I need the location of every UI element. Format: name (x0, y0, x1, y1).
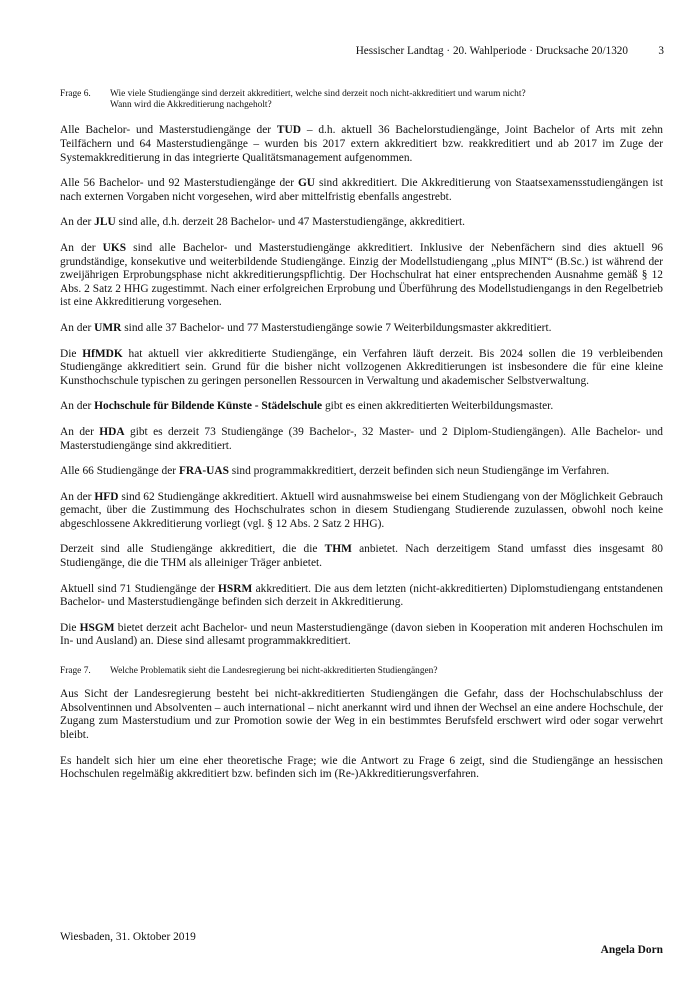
institution-name: TUD (276, 124, 301, 137)
institution-name: GU (297, 177, 316, 190)
answer-paragraph-thm: Derzeit sind alle Studiengänge akkreditiert, die die THM anbietet. Nach derzeitigem Stand umfasst dies insgesamt 80 Studiengänge, die die THM als alleiniger Träger anbietet. (60, 543, 663, 570)
place-date: Wiesbaden, 31. Oktober 2019 (60, 931, 196, 943)
institution-name: HfMDK (82, 347, 123, 360)
institution-name: FRA-UAS (178, 465, 229, 478)
institution-name: HSRM (218, 582, 253, 595)
institution-name: HSGM (79, 621, 115, 634)
document-body (60, 89, 663, 794)
question-label: Frage 6. (60, 89, 91, 99)
question-label: Frage 7. (60, 666, 91, 677)
institution-name: JLU (94, 216, 116, 229)
institution-name: HDA (99, 425, 125, 438)
question-text: Wie viele Studiengänge sind derzeit akkreditiert, welche sind derzeit noch nicht-akkreditiert und warum nicht? Wann wird die Akkreditierung nachgeholt? (110, 89, 526, 111)
page-number: 3 (658, 45, 664, 57)
answer-paragraph-hsgm: Die HSGM bietet derzeit acht Bachelor- und neun Masterstudiengänge (davon sieben in Kooperation mit anderen Hochschulen im In- und Ausland) an. Diese sind allesamt programmakkreditiert. (60, 621, 663, 648)
institution-name: Hochschule für Bildende Künste - Städelschule (94, 400, 323, 413)
signature-block (60, 931, 663, 956)
answer-paragraph-risk: Aus Sicht der Landesregierung besteht bei nicht-akkreditierten Studiengängen die Gefahr, dass der Hochschulabschluss der Absolventinnen und Absolventen – auch international – nicht anerkannt wird und ihnen der Wechsel an eine andere Hochschule, der Zugang zum Masterstudium und zur Promotion sowie der Weg in ein bestimmtes Berufsfeld erschwert wird oder sogar verwehrt bleibt. (60, 688, 663, 742)
signer-name: Angela Dorn (600, 944, 663, 956)
answer-paragraph-conclusion: Es handelt sich hier um eine eher theoretische Frage; wie die Antwort zu Frage 6 zeigt, sind die Studiengänge an hessischen Hochschulen regelmäßig akkreditiert bzw. befinden sich im (Re-)Akkreditierungsverfahren. (60, 754, 663, 781)
answer-paragraph-uks: An der UKS sind alle Bachelor- und Masterstudiengänge akkreditiert. Inklusive der Nebenfächern sind dies aktuell 96 grundständige, konsekutive und weiterbildende Studiengänge. Einzig der Modellstudiengang „plus MINT“ (B.Sc.) ist während der zweijährigen Erprobungsphase nicht akkreditierungspflichtig. Der Hochschulrat hat einer entsprechenden Ausnahme gemäß § 12 Abs. 2 Satz 2 HHG zugestimmt. Nach einer erfolgreichen Erprobung und Überführung des Modellstudiengangs in den Regelbetrieb ist eine Akkreditierung vorgesehen. (60, 241, 663, 309)
answer-paragraph-fra-uas: Alle 66 Studiengänge der FRA-UAS sind programmakkreditiert, derzeit befinden sich neun Studiengänge im Verfahren. (60, 465, 610, 478)
institution-name: THM (324, 543, 352, 556)
answer-paragraph-hsrm: Aktuell sind 71 Studiengänge der HSRM akkreditiert. Die aus dem letzten (nicht-akkreditierten) Diplomstudiengang entstandenen Bachelor- und Masterstudiengänge befinden sich derzeit in Akkreditierung. (60, 582, 663, 609)
question-7 (60, 666, 663, 677)
question-6 (60, 89, 663, 111)
answer-paragraph-jlu: An der JLU sind alle, d.h. derzeit 28 Bachelor- und 47 Masterstudiengänge, akkreditiert. (60, 216, 465, 229)
answer-paragraph-gu: Alle 56 Bachelor- und 92 Masterstudiengänge der GU sind akkreditiert. Die Akkreditierung von Staatsexamensstudiengängen ist nach externen Vorgaben nicht vorgesehen, wird aber mittelfristig ebenfalls angestrebt. (60, 177, 663, 203)
answer-paragraph-umr: An der UMR sind alle 37 Bachelor- und 77 Masterstudiengänge sowie 7 Weiterbildungsmaster akkreditiert. (60, 321, 552, 334)
answer-paragraph-tud: Alle Bachelor- und Masterstudiengänge der TUD – d.h. aktuell 36 Bachelorstudiengänge, Joint Bachelor of Arts mit zehn Teilfächern und 64 Masterstudiengänge – wurden bis 2017 extern akkreditiert bzw. reakkreditiert und ab 2017 im Zuge der Systemakkreditierung in das integrierte Qualitätsmanagement aufgenommen. (60, 124, 663, 164)
answer-paragraph-hfmdk: Die HfMDK hat aktuell vier akkreditierte Studiengänge, ein Verfahren läuft derzeit. Bis 2024 sollen die 19 verbleibenden Studiengänge akkreditiert sein. Grund für die bisher nicht vollzogenen Akkreditierungen ist insbesondere die für eine kleine Kunsthochschule typischen zu geringen personellen Ressourcen in Verwaltung und akademischer Selbstverwaltung. (60, 347, 663, 387)
answer-paragraph-hda: An der HDA gibt es derzeit 73 Studiengänge (39 Bachelor-, 32 Master- und 2 Diplom-Studiengängen). Alle Bachelor- und Masterstudiengänge sind akkreditiert. (60, 425, 663, 452)
answer-paragraph-staedelschule: An der Hochschule für Bildende Künste - Städelschule gibt es einen akkreditierten Weiterbildungsmaster. (60, 400, 554, 413)
answer-paragraph-hfd: An der HFD sind 62 Studiengänge akkreditiert. Aktuell wird ausnahmsweise bei einem Studiengang von der Möglichkeit Gebrauch gemacht, über die Zustimmung des Hochschulrates schon in diesem Studiengang Studierende zuzulassen, obwohl noch keine abgeschlossene Akkreditierung vorliegt (vgl. § 12 Abs. 2 Satz 2 HHG). (60, 490, 663, 530)
running-title: Hessischer Landtag · 20. Wahlperiode · Drucksache 20/1320 (355, 45, 628, 57)
institution-name: HFD (94, 490, 119, 503)
question-text: Welche Problematik sieht die Landesregierung bei nicht-akkreditierten Studiengängen? (110, 666, 438, 677)
institution-name: UMR (94, 321, 122, 334)
institution-name: UKS (102, 241, 127, 254)
